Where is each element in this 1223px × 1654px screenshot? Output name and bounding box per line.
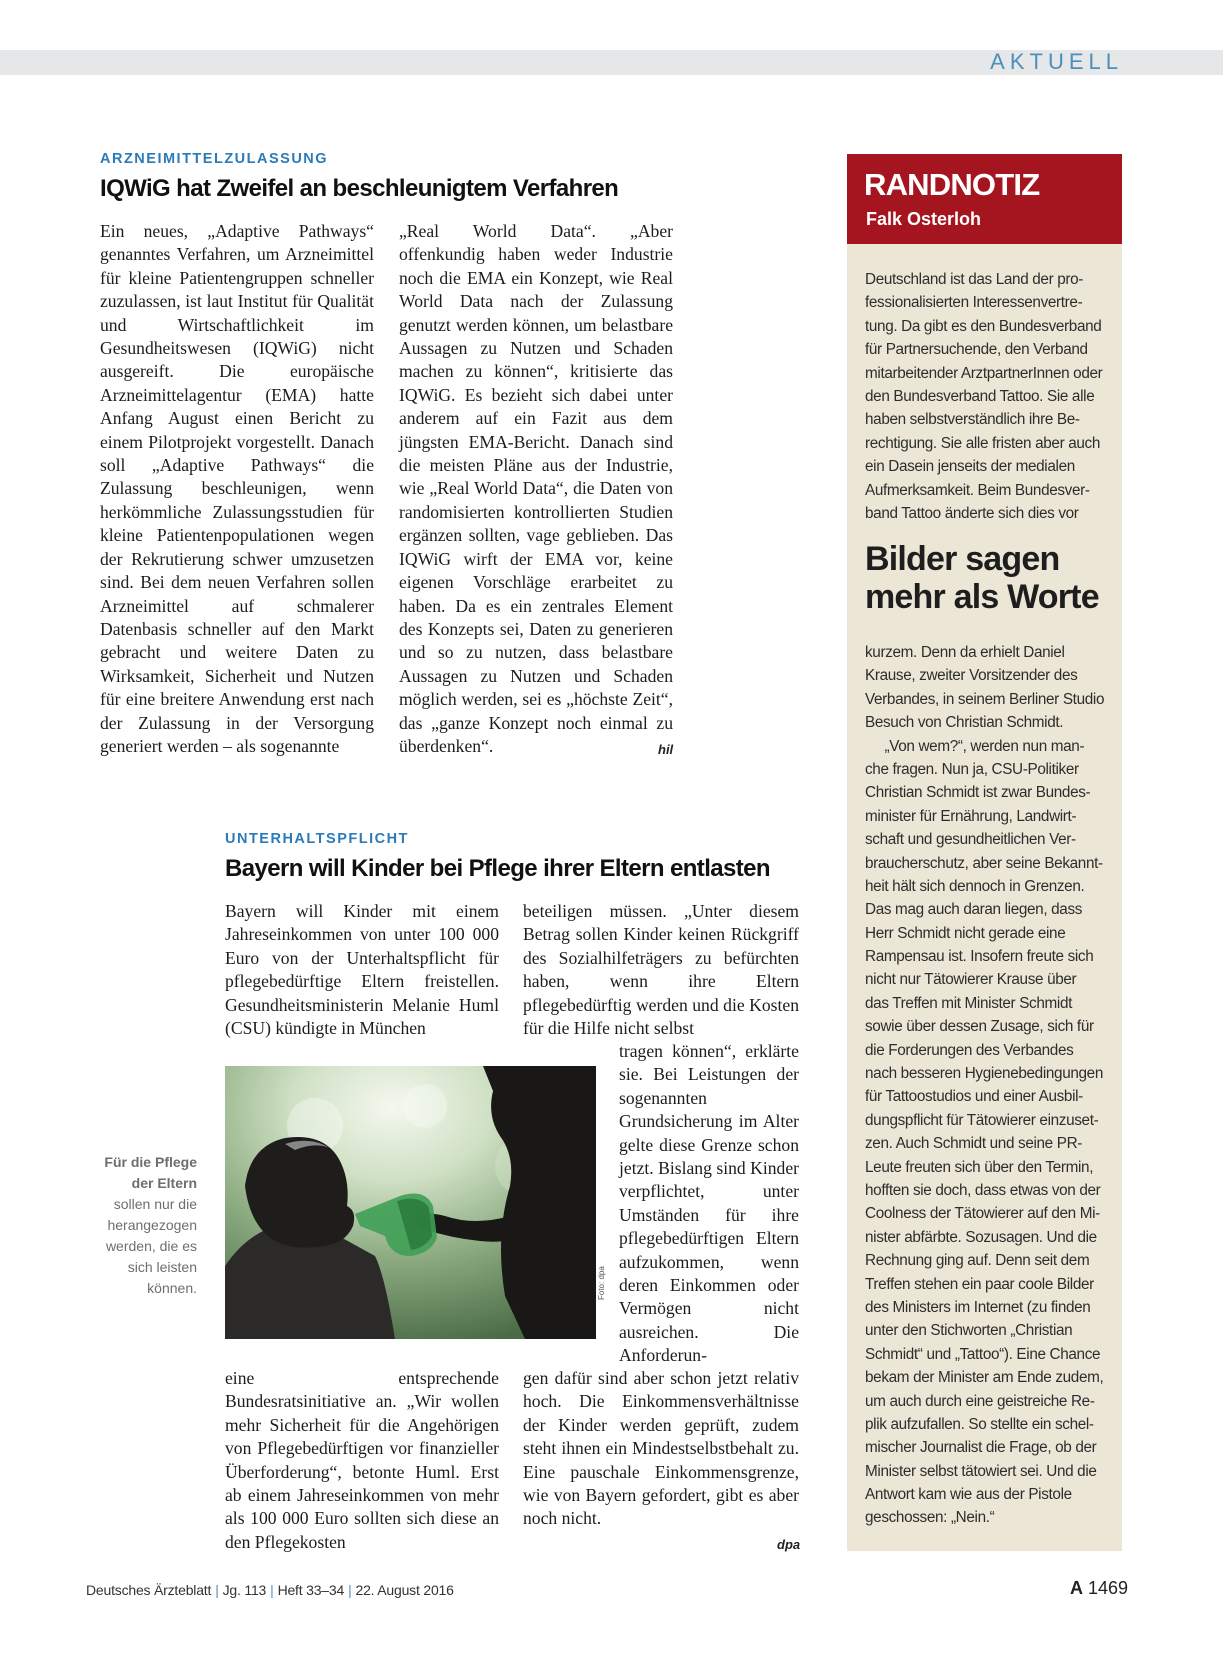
randnotiz-line: minister für Ernährung, Landwirt- [865,807,1077,825]
randnotiz-line: das Treffen mit Minister Schmidt [865,994,1072,1012]
article2-photo [225,1066,596,1339]
randnotiz-paragraph-1 [865,268,1102,525]
randnotiz-line: den Bundesverband Tattoo. Sie alle [865,387,1095,405]
randnotiz-line: fessionalisierten Interessenvertre- [865,294,1083,312]
randnotiz-line: Leute freuten sich über den Termin, [865,1158,1094,1176]
randnotiz-line: Antwort kam wie aus der Pistole [865,1486,1072,1504]
article2-column-1-top: Bayern will Kinder mit einem Jahreseinkommen von unter 100 000 Euro von der Unterhaltspflicht für pflegebedürftige Eltern freistellen. Gesundheitsministerin Melanie Huml (CSU) kündigte in München [225,901,499,1039]
randnotiz-line: für Partnersuchende, den Verband [865,341,1088,359]
randnotiz-line: plik aufzufallen. So stellte ein schel- [865,1415,1094,1433]
randnotiz-line: nicht nur Tätowierer Krause über [865,971,1077,989]
randnotiz-line: Besuch von Christian Schmidt. [865,714,1064,732]
article1-column-1: Ein neues, „Adaptive Pathways“ genanntes Verfahren, um Arzneimittel für kleine Patientengruppen schneller zuzulassen, ist laut Institut für Qualität und Wirtschaftlichkeit im Gesundheitswesen (IQWiG) nicht ausgereift. Die europäische Arzneimittelagentur (EMA) hatte Anfang August einen Bericht zu einem Pilotprojekt vorgestellt. Danach soll „Adaptive Pathways“ die Zulassung beschleunigen, wenn herkömmliche Zulassungsstudien für kleine Patientenpopulationen wegen der Rekrutierung schwer umzusetzen sind. Bei dem neuen Verfahren sollen Arzneimittel auf schmalerer Datenbasis schneller auf den Markt gebracht und weitere Daten zu Wirksamkeit, Sicherheit und Nutzen für eine breitere Anwendung erst nach der Zulassung in der Versorgung generiert werden – als sogenannte [100,221,374,756]
randnotiz-line: Krause, zweiter Vorsitzender des [865,667,1078,685]
randnotiz-line: schaft und gesundheitlichen Ver- [865,831,1076,849]
page-prefix: A [1070,1578,1083,1598]
randnotiz-paragraph-2 [865,641,1104,1530]
randnotiz-line: Schmidt“ und „Tattoo“). Eine Chance [865,1345,1101,1363]
article2-column-2-bottom: gen dafür sind aber schon jetzt relativ hoch. Die Einkommensverhältnisse der Kinder werden geprüft, zudem steht ihnen ein Mindestselbstbehalt zu. Eine pauschale Einkommensgrenze, wie von Bayern gefordert, gibt es aber noch nicht. [523,1368,799,1529]
photo-caption [92,1152,197,1299]
photo-caption-bold: Für die Pflege der Eltern [104,1154,197,1191]
article2-kicker: UNTERHALTSPFLICHT [225,831,409,847]
randnotiz-line: Verbandes, in seinem Berliner Studio [865,690,1105,708]
article2-author: dpa [777,1537,801,1552]
randnotiz-line: zen. Auch Schmidt und seine PR- [865,1135,1083,1153]
randnotiz-line: „Von wem?“, werden nun man- [865,737,1085,755]
randnotiz-line: haben selbstverständlich ihre Be- [865,411,1080,429]
footer-journal: Deutsches Ärzteblatt [86,1582,212,1598]
caregiver-photo-illustration [225,1066,596,1339]
randnotiz-line: mitarbeitender ArztpartnerInnen oder [865,364,1103,382]
randnotiz-line: dungspflicht für Tätowierer einzuset- [865,1111,1099,1129]
randnotiz-line: Rampensau ist. Insofern freute sich [865,948,1094,966]
page-number-value: 1469 [1088,1578,1129,1598]
randnotiz-line: Christian Schmidt ist zwar Bundes- [865,784,1091,802]
randnotiz-line: Das mag auch daran liegen, dass [865,901,1083,919]
randnotiz-line: um auch durch eine geistreiche Re- [865,1392,1095,1410]
randnotiz-line: Treffen stehen ein paar coole Bilder [865,1275,1094,1293]
page-number [1070,1578,1128,1599]
footer-volume: Jg. 113 [222,1582,267,1598]
randnotiz-line: hofften sie doch, dass etwas von der [865,1181,1101,1199]
section-label: AKTUELL [990,49,1123,74]
randnotiz-line: che fragen. Nun ja, CSU-Politiker [865,760,1079,778]
article1-author: hil [658,742,674,757]
randnotiz-line: kurzem. Denn da erhielt Daniel [865,644,1065,661]
randnotiz-line: Deutschland ist das Land der pro- [865,271,1084,288]
randnotiz-line: unter den Stichworten „Christian [865,1322,1073,1340]
randnotiz-line: geschossen: „Nein.“ [865,1509,995,1527]
randnotiz-line: nister abfärbte. Sozusagen. Und die [865,1228,1097,1246]
randnotiz-headline [865,540,1099,616]
randnotiz-author: Falk Osterloh [866,209,982,229]
photo-credit: Foto: dpa [597,1266,606,1300]
article2-headline: Bayern will Kinder bei Pflege ihrer Eltern entlasten [225,855,770,882]
randnotiz-line: für Tattoostudios und einer Ausbil- [865,1088,1083,1106]
article1-kicker: ARZNEIMITTELZULASSUNG [100,151,329,167]
randnotiz-title: RANDNOTIZ [864,167,1040,202]
article2-column-2-narrow: tragen können“, erklärte sie. Bei Leistungen der sogenannten Grundsicherung im Alter gelte diese Grenze schon jetzt. Bislang sind Kinder verpflichtet, unter Umständen für ihre pflegebedürftigen Eltern aufzukommen, wenn deren Einkommen oder Vermögen nicht ausreichen. Die Anforderun- [619,1041,799,1366]
randnotiz-line: band Tattoo änderte sich dies vor [865,504,1079,522]
footer-date: 22. August 2016 [355,1582,454,1598]
randnotiz-line: ein Dasein jenseits der medialen [865,458,1075,476]
randnotiz-headline-line-1: Bilder sagen [865,540,1060,578]
randnotiz-line: tung. Da gibt es den Bundesverband [865,317,1102,335]
randnotiz-line: Aufmerksamkeit. Beim Bundesver- [865,481,1090,499]
article1-column-2-text: „Real World Data“. „Aber offenkundig haben weder Industrie noch die EMA ein Konzept, wie Real World Data nach der Zulassung genutzt werden können, um belastbare Aussagen zu Nutzen und Schaden machen zu können“, kritisierte das IQWiG. Es bezieht sich dabei unter anderem auf ein Fazit aus dem jüngsten EMA-Bericht. Danach sind die meisten Pläne aus der Industrie, wie „Real World Data“, die Daten von randomisierten kontrollierten Studien ergänzen sollten, vage geblieben. Das IQWiG wirft der EMA vor, keine eigenen Vorschläge erarbeitet zu haben. Da es ein zentrales Element des Konzepts sei, Daten zu generieren und so zu nutzen, dass belastbare Aussagen zu Nutzen und Schaden möglich werden, sei es „höchste Zeit“, das „ganze Konzept noch einmal zu überdenken“. [399,221,673,756]
randnotiz-line: Rechnung ging auf. Denn seit dem [865,1252,1090,1270]
randnotiz-line: nach besseren Hygienebedingungen [865,1065,1103,1083]
randnotiz-line: sowie über dessen Zusage, sich für [865,1018,1094,1036]
footer-issue: Heft 33–34 [277,1582,345,1598]
footer-citation: Deutsches Ärzteblatt | Jg. 113 | Heft 33–34 | 22. August 2016 [86,1582,454,1598]
randnotiz-line: mischer Journalist die Frage, ob der [865,1439,1097,1457]
article2-column-1-bottom: eine entsprechende Bundesratsinitiative an. „Wir wollen mehr Sicherheit für die Angehörigen von Pflegebedürftigen vor finanzieller Überforderung“, betonte Huml. Erst ab einem Jahreseinkommen von mehr als 100 000 Euro sollten sich diese an den Pflegekosten [225,1368,499,1552]
article2-column-2-top: beteiligen müssen. „Unter diesem Betrag sollen Kinder keinen Rückgriff des Sozialhilfeträgers zu befürchten haben, wenn ihre Eltern pflegebedürftig werden und die Kosten für die Hilfe nicht selbst [523,901,799,1039]
randnotiz-line: die Forderungen des Verbandes [865,1041,1074,1059]
randnotiz-line: bekam der Minister am Ende zudem, [865,1369,1104,1387]
article1-headline: IQWiG hat Zweifel an beschleunigtem Verfahren [100,175,619,202]
randnotiz-line: Coolness der Tätowierer auf den Mi- [865,1205,1100,1223]
randnotiz-line: heit hält sich dennoch in Grenzen. [865,877,1085,895]
randnotiz-line: rechtigung. Sie alle fristen aber auch [865,434,1100,452]
article1-column-2 [399,220,673,760]
randnotiz-line: braucherschutz, aber seine Bekannt- [865,854,1103,872]
randnotiz-line: des Ministers im Internet (zu finden [865,1298,1091,1316]
randnotiz-line: Minister selbst tätowiert sei. Und die [865,1462,1097,1480]
randnotiz-headline-line-2: mehr als Worte [865,578,1099,616]
randnotiz-line: Herr Schmidt nicht gerade eine [865,924,1066,942]
photo-caption-text: sollen nur die herangezogen werden, die es sich leisten können. [105,1196,197,1296]
